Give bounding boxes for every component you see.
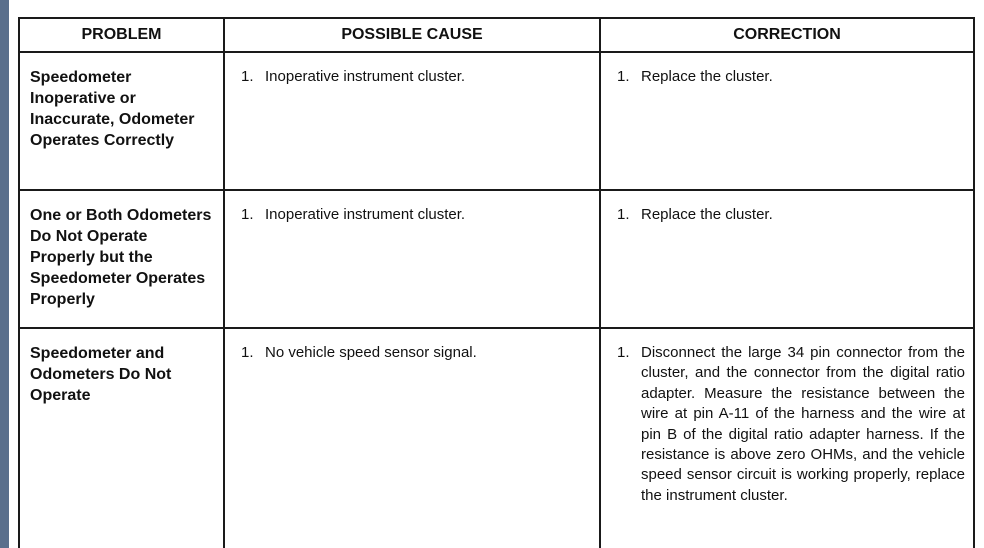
item-number: 1. bbox=[241, 68, 254, 85]
cause-item bbox=[241, 343, 591, 363]
correction-item bbox=[617, 205, 965, 225]
table-row bbox=[19, 190, 974, 328]
table-row bbox=[19, 52, 974, 190]
cause-text: Inoperative instrument cluster. bbox=[265, 68, 466, 85]
header-problem: PROBLEM bbox=[19, 18, 224, 52]
problem-cell: Speedometer and Odometers Do Not Operate bbox=[19, 328, 224, 548]
problem-cell: One or Both Odometers Do Not Operate Properly but the Speedometer Operates Properly bbox=[19, 190, 224, 328]
problem-cell: Speedometer Inoperative or Inaccurate, Odometer Operates Correctly bbox=[19, 52, 224, 190]
cause-text: Inoperative instrument cluster. bbox=[265, 206, 466, 223]
item-number: 1. bbox=[241, 344, 254, 361]
correction-text: Disconnect the large 34 pin connector from the cluster, and the connector from the digital ratio adapter. Measure the resistance between the wire at pin A-11 of the harness and the wire at pin B of the digital ratio adapter harness. If the resistance is above zero OHMs, and the vehicle speed sensor circuit is working properly, replace the instrument cluster. bbox=[641, 344, 965, 504]
correction-cell bbox=[600, 52, 974, 190]
cause-cell bbox=[224, 328, 600, 548]
cause-item bbox=[241, 67, 591, 87]
correction-cell bbox=[600, 190, 974, 328]
diagnosis-table bbox=[18, 17, 975, 548]
correction-cell bbox=[600, 328, 974, 548]
viewer-left-edge bbox=[0, 0, 9, 548]
correction-text: Replace the cluster. bbox=[641, 206, 773, 223]
table-header-row bbox=[19, 18, 974, 52]
cause-text: No vehicle speed sensor signal. bbox=[265, 344, 477, 361]
table-row bbox=[19, 328, 974, 548]
header-possible-cause: POSSIBLE CAUSE bbox=[224, 18, 600, 52]
header-correction: CORRECTION bbox=[600, 18, 974, 52]
correction-item bbox=[617, 343, 965, 506]
item-number: 1. bbox=[617, 68, 630, 85]
cause-cell bbox=[224, 52, 600, 190]
item-number: 1. bbox=[241, 206, 254, 223]
correction-item bbox=[617, 67, 965, 87]
cause-item bbox=[241, 205, 591, 225]
cause-cell bbox=[224, 190, 600, 328]
correction-text: Replace the cluster. bbox=[641, 68, 773, 85]
item-number: 1. bbox=[617, 344, 630, 361]
item-number: 1. bbox=[617, 206, 630, 223]
diagnosis-table-container bbox=[18, 17, 973, 545]
